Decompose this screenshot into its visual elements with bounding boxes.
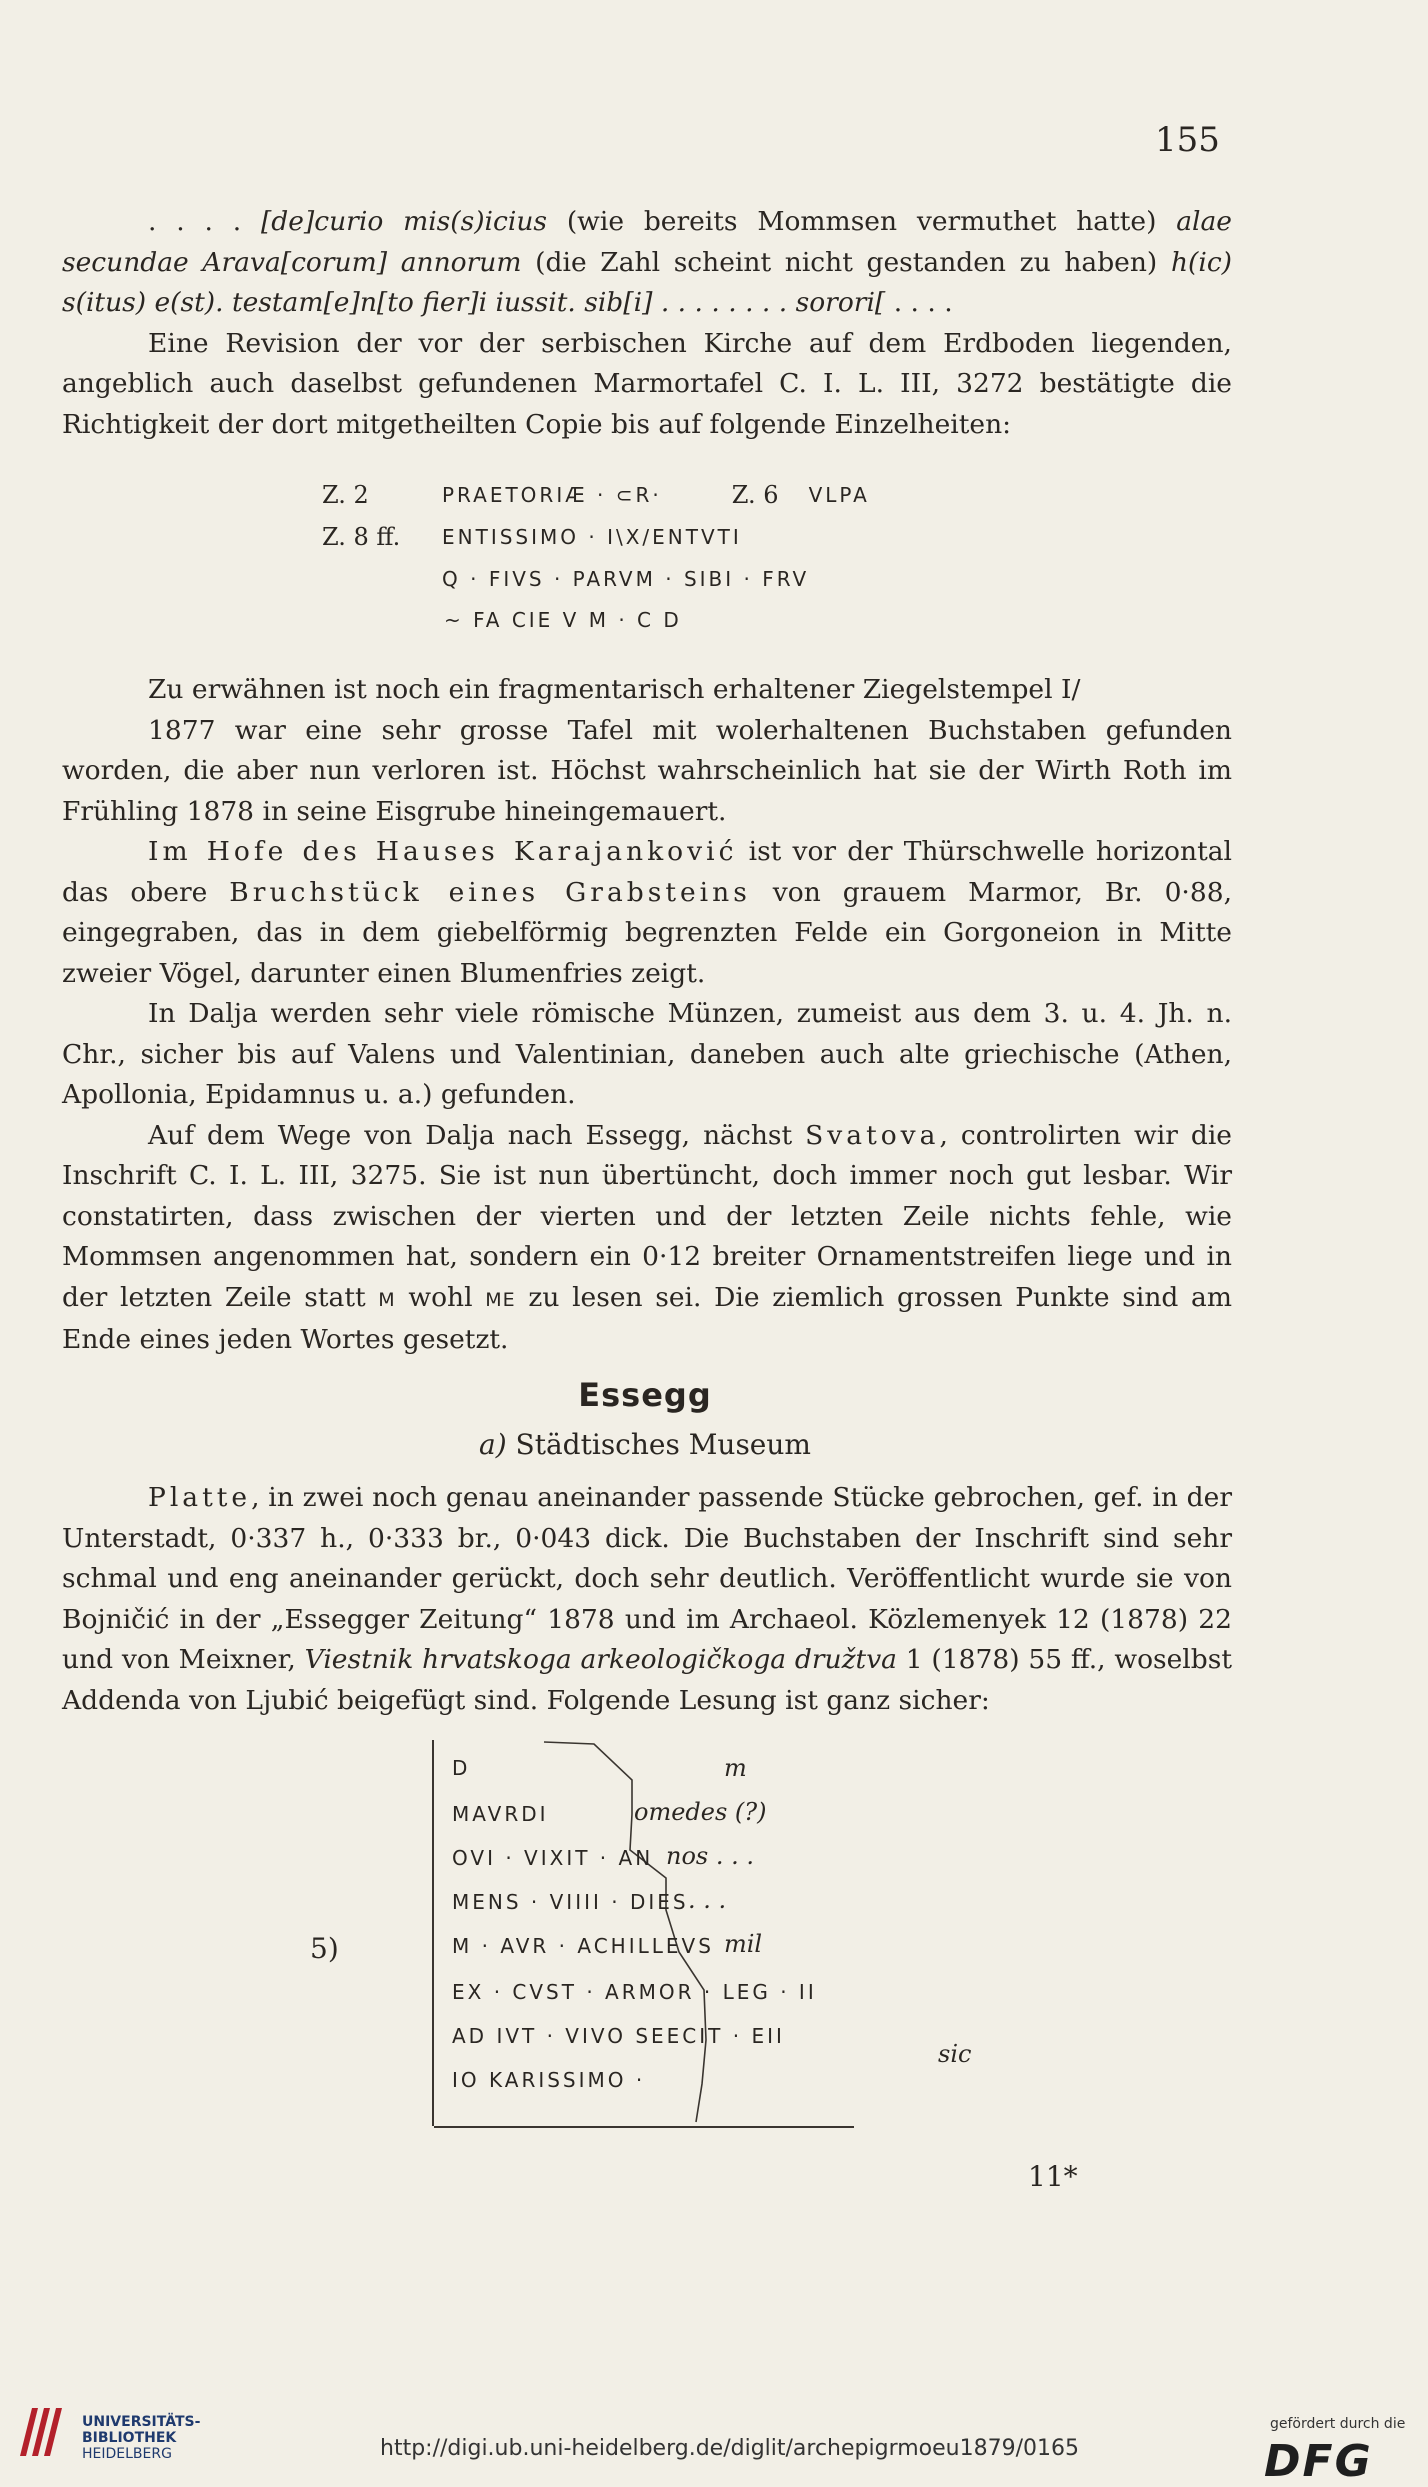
text-run-spaced: Im Hofe des Hauses Karajanković <box>148 836 738 867</box>
line-label: Z. 2 <box>322 481 369 509</box>
inscription-row <box>322 558 870 600</box>
text-run: Auf dem Wege von Dalja nach Essegg, nächst <box>148 1119 806 1151</box>
text-run: zu lesen sei. Die ziemlich grossen Punkte sind am Ende eines jeden Wortes gesetzt. <box>62 1281 1232 1355</box>
line-label: Z. 8 ff. <box>322 523 401 551</box>
text-run-spaced: Svatova <box>805 1119 940 1151</box>
sheet-signature: 11* <box>1028 2160 1078 2193</box>
text-run: . . . . <box>885 287 953 318</box>
university-library-logo-icon <box>12 2400 74 2462</box>
sic-annotation: sic <box>938 2040 972 2068</box>
text-run: von grauem Marmor, Br. 0·88, eingegraben, das in dem giebelförmig begrenzten Felde ein Gorgoneion in Mitte zweier Vögel, darunter einen Blumenfries zeigt. <box>62 876 1232 989</box>
section-subheading <box>0 1428 1290 1461</box>
text-run: wohl <box>395 1281 486 1313</box>
inscription-number: 5) <box>310 1932 339 1965</box>
text-run: 1 (1878) 55 ff., woselbst Addenda von Ljubić beigefügt sind. Folgende Lesung ist ganz sicher: <box>62 1644 1232 1716</box>
text-run-spaced: Bruchstück eines Grabsteins <box>229 876 751 908</box>
text-run-italic: Viestnik hrvatskoga arkeologičkoga družtva <box>304 1644 897 1675</box>
section-heading: Essegg <box>578 1376 712 1414</box>
inscription-supplement: omedes (?) <box>634 1798 767 1826</box>
inscription-corrections <box>322 474 870 632</box>
subheading-text: Städtisches Museum <box>506 1428 811 1461</box>
text-run: (wie bereits Mommsen vermuthet hatte) <box>547 206 1177 237</box>
institution-line: HEIDELBERG <box>82 2446 172 2462</box>
inscription-text: VLPA <box>808 483 870 507</box>
text-run: , in zwei noch genau aneinander passende Stücke gebrochen, gef. in der Unterstadt, 0·337 h., 0·333 br., 0·043 dick. Die Buchstaben der Inschrift sind sehr schmal und eng aneinander gerückt, doch sehr deutlich. Veröffentlicht wurde sie von Bojničić in der „Essegger Zeitung“ 1878 und im Archaeol. Közlemenyek 12 (1878) 22 und von Meixner, <box>62 1482 1232 1675</box>
inscription-line: IO KARISSIMO · <box>452 2068 646 2092</box>
page-number: 155 <box>1155 120 1220 160</box>
text-run-spaced: Platte <box>148 1482 252 1513</box>
inscription-line: M · AVR · ACHILLEVS <box>452 1934 714 1958</box>
paragraph-coins: In Dalja werden sehr viele römische Münzen, zumeist aus dem 3. u. 4. Jh. n. Chr., sicher bis auf Valens und Valentinian, daneben auch alte griechische (Athen, Apollonia, Epidamnus u. a.) gefunden. <box>62 998 1232 1110</box>
institution-line: UNIVERSITÄTS- <box>82 2414 201 2430</box>
inscription-supplement: . . . <box>688 1886 727 1914</box>
inscription-text: ENTISSIMO · I\X/ENTVTI <box>442 525 742 549</box>
inscription-supplement: mil <box>724 1930 763 1958</box>
inscription-text: PRAETORIÆ · ⊂R· <box>442 483 662 507</box>
inscription-supplement: m <box>724 1754 747 1782</box>
inscription-line: EX · CVST · ARMOR · LEG · II <box>452 1980 817 2004</box>
inscription-line: AD IVT · VIVO SEECIT · EII <box>452 2024 785 2048</box>
paragraph-revision: Eine Revision der vor der serbischen Kirche auf dem Erdboden liegenden, angeblich auch daselbst gefundenen Marmortafel C. I. L. III, 3272 bestätigte die Richtigkeit der dort mitgetheilten Copie bis auf folgende Einzelheiten: <box>62 327 1232 440</box>
funded-by-text: gefördert durch die <box>1270 2416 1406 2432</box>
inscription-row <box>322 516 870 558</box>
paragraph-svatova <box>62 1116 1232 1361</box>
inscription-text: Q · FIVS · PARVM · SIBI · FRV <box>442 567 810 591</box>
line-label: Z. 6 <box>731 481 779 509</box>
dfg-logo: DFG <box>1264 2436 1373 2487</box>
body-text-middle <box>62 670 1232 1361</box>
text-run-italic: alae secundae Arava[corum] annorum <box>62 206 1232 278</box>
text-run: (die Zahl scheint nicht gestanden zu haben) <box>521 246 1171 278</box>
text-run-italic: h(ic) s(itus) e(st). testam[e]n[to fier]i iussit. sib[i] . . . . . . . . sorori[ <box>62 246 1232 318</box>
paragraph-1877-tablet: 1877 war eine sehr grosse Tafel mit wolerhaltenen Buchstaben gefunden worden, die aber nun verloren ist. Höchst wahrscheinlich hat sie der Wirth Roth im Frühling 1878 in seine Eisgrube hineingemauert. <box>62 714 1232 827</box>
subheading-letter: a) <box>479 1428 507 1461</box>
text-run-caps: M <box>378 1288 396 1311</box>
text-run: ist vor der Thürschwelle horizontal das obere <box>62 836 1232 908</box>
inscription-line: D <box>452 1756 471 1780</box>
inscription-text-fragment: ~ FA CIE V M · C D <box>444 608 682 632</box>
footer <box>0 2380 1428 2487</box>
text-run-italic: [de]curio mis(s)icius <box>260 206 548 237</box>
text-run: . . . . <box>148 206 261 237</box>
paragraph-platte <box>62 1478 1232 1721</box>
source-url-link[interactable]: http://digi.ub.uni-heidelberg.de/diglit/archepigrmoeu1879/0165 <box>380 2436 1079 2461</box>
institution-line: BIBLIOTHEK <box>82 2430 177 2446</box>
inscription-supplement: nos . . . <box>666 1842 754 1870</box>
inscription-line: MENS · VIIII · DIES <box>452 1890 689 1914</box>
paragraph-inscription-reading <box>62 202 1232 324</box>
text-run: , controlirten wir die Inschrift C. I. L. III, 3275. Sie ist nun übertüncht, doch immer noch gut lesbar. Wir constatirten, dass zwischen der vierten und der letzten Zeile nichts fehle, wie Mommsen angenommen hat, sondern ein 0·12 breiter Ornamentstreifen liege und in der letzten Zeile statt <box>62 1119 1232 1313</box>
inscription-line: MAVRDI <box>452 1802 549 1826</box>
inscription-figure <box>432 1740 904 2126</box>
body-text-museum <box>62 1478 1232 1721</box>
institution-name <box>82 2414 200 2462</box>
inscription-baseline <box>434 2126 854 2128</box>
inscription-row <box>322 474 870 516</box>
inscription-line: OVI · VIXIT · AN <box>452 1846 654 1870</box>
paragraph-tile-stamp: Zu erwähnen ist noch ein fragmentarisch erhaltener Ziegelstempel I/ <box>148 674 1081 705</box>
text-run-caps: ME <box>485 1288 516 1311</box>
body-text-top <box>62 202 1232 445</box>
paragraph-gravestone <box>62 832 1232 994</box>
